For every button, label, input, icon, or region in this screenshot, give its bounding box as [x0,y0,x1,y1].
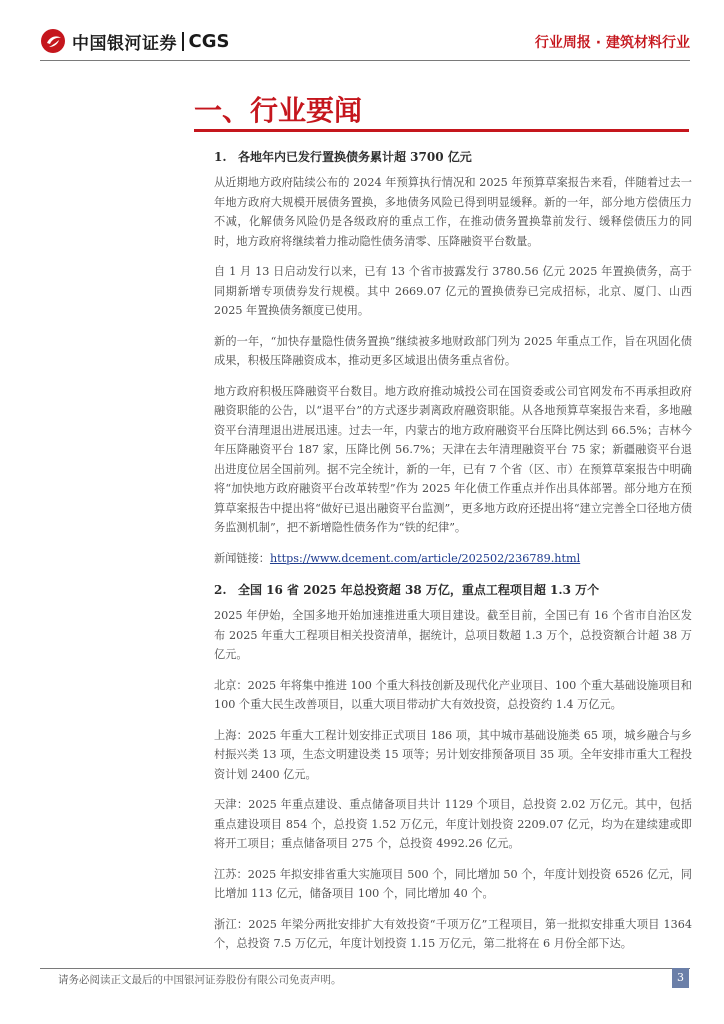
section-title-underline [194,129,689,132]
news-paragraph: 天津：2025 年重点建设、重点储备项目共计 1129 个项目，总投资 2.02 万亿元。其中，包括重点建设项目 854 个，总投资 1.52 万亿元，年度计划投资 2209.07 亿元，均为在建续建或即将开工项目；重点储备项目 275 个，总投资 4992.26 亿元。 [214,798,692,850]
news-heading [214,146,692,168]
news-number: 1. [214,150,227,164]
news-paragraph: 浙江：2025 年梁分两批安排扩大有效投资“千项万亿”工程项目，第一批拟安排重大项目 1364 个，总投资 7.5 万亿元，年度计划投资 1.15 万亿元，第二批将在 6 月份全部下达。 [214,917,692,950]
news-paragraph: 新的一年，“加快存量隐性债务置换”继续被多地财政部门列为 2025 年重点工作，旨在巩固化债成果，积极压降融资成本，推动更多区域退出债务重点省份。 [214,334,692,367]
news-heading [214,579,692,601]
section-title: 一、行业要闻 [194,94,363,127]
footer-divider [40,968,690,969]
news-content [214,146,692,965]
logo-separator [182,32,184,51]
page-header [0,0,724,64]
news-paragraph: 上海：2025 年重大工程计划安排正式项目 186 项，其中城市基础设施类 65 项，城乡融合与乡村振兴类 13 项，生态文明建设类 15 项等；另计划安排预备项目 35 项。全年安排市重大工程投资计划 2400 亿元。 [214,728,692,781]
news-paragraph: 江苏：2025 年拟安排省重大实施项目 500 个，同比增加 50 个，年度计划投资 6526 亿元，同比增加 113 亿元，储备项目 100 个，同比增加 40 个。 [214,867,692,900]
news-paragraph: 地方政府积极压降融资平台数目。地方政府推动城投公司在国资委或公司官网发布不再承担政府融资职能的公告，以“退平台”的方式逐步剥离政府融资职能。从各地预算草案报告来看，多地融资平台清理退出进展迅速。过去一年，内蒙古的地方政府融资平台压降比例达到 66.5%；吉林今年压降融资平台 187 家，压降比例 56.7%；天津在去年清理融资平台 75 家；新疆融资平台退出进度位居全国前列。据不完全统计，新的一年，已有 7 个省（区、市）在预算草案报告中明确将“加快地方政府融资平台改革转型”作为 2025 年化债工作重点并作出具体部署。部分地方在预算草案报告中提出将“做好已退出融资平台监测”，更多地方政府还提出将“建立完善全口径地方债务监测机制”，把不新增隐性债务作为“铁的纪律”。 [214,384,692,534]
logo-text-en: CGS [188,30,230,52]
news-paragraph: 北京：2025 年将集中推进 100 个重大科技创新及现代化产业项目、100 个重大基础设施项目和 100 个重大民生改善项目，以重大项目带动扩大有效投资，总投资约 1.4 万亿元。 [214,678,692,711]
news-number: 2. [214,583,227,597]
news-item [214,146,692,568]
header-divider [40,60,690,61]
footer-disclaimer: 请务必阅读正文最后的中国银河证券股份有限公司免责声明。 [58,974,342,986]
news-heading-text: 全国 16 省 2025 年总投资超 38 万亿，重点工程项目超 1.3 万个 [238,583,600,597]
company-logo [40,28,229,54]
news-link-line [214,549,692,569]
news-paragraph: 2025 年伊始，全国多地开始加速推进重大项目建设。截至目前，全国已有 16 个省市自治区发布 2025 年重大工程项目相关投资清单，据统计，总项目数超 1.3 万个，总投资额合计超 38 万亿元。 [214,609,692,661]
news-paragraph: 自 1 月 13 日启动发行以来，已有 13 个省市披露发行 3780.56 亿元 2025 年置换债务，高于同期新增专项债券发行规模。其中 2669.07 亿元的置换债券已完成招标，北京、厦门、山西 2025 年置换债务额度已使用。 [214,265,692,317]
logo-text-cn: 中国银河证券 [72,33,177,54]
news-heading-text: 各地年内已发行置换债务累计超 3700 亿元 [238,150,472,164]
report-type-label: 行业周报 · 建筑材料行业 [534,35,690,51]
cgs-logo-icon [40,28,66,54]
news-paragraph: 从近期地方政府陆续公布的 2024 年预算执行情况和 2025 年预算草案报告来看，伴随着过去一年地方政府大规模开展债务置换，多地债务风险已得到明显缓释。新的一年，部分地方偿债压力不减，化解债务风险仍是各级政府的重点工作，在推动债务置换靠前发行、缓释偿债压力的同时，地方政府将继续着力推动隐性债务清零、压降融资平台数量。 [214,176,692,248]
news-link[interactable]: https://www.dcement.com/article/202502/236789.html [269,551,581,565]
news-link-label: 新闻链接： [214,551,270,565]
page-number: 3 [672,968,689,988]
news-item [214,579,692,954]
